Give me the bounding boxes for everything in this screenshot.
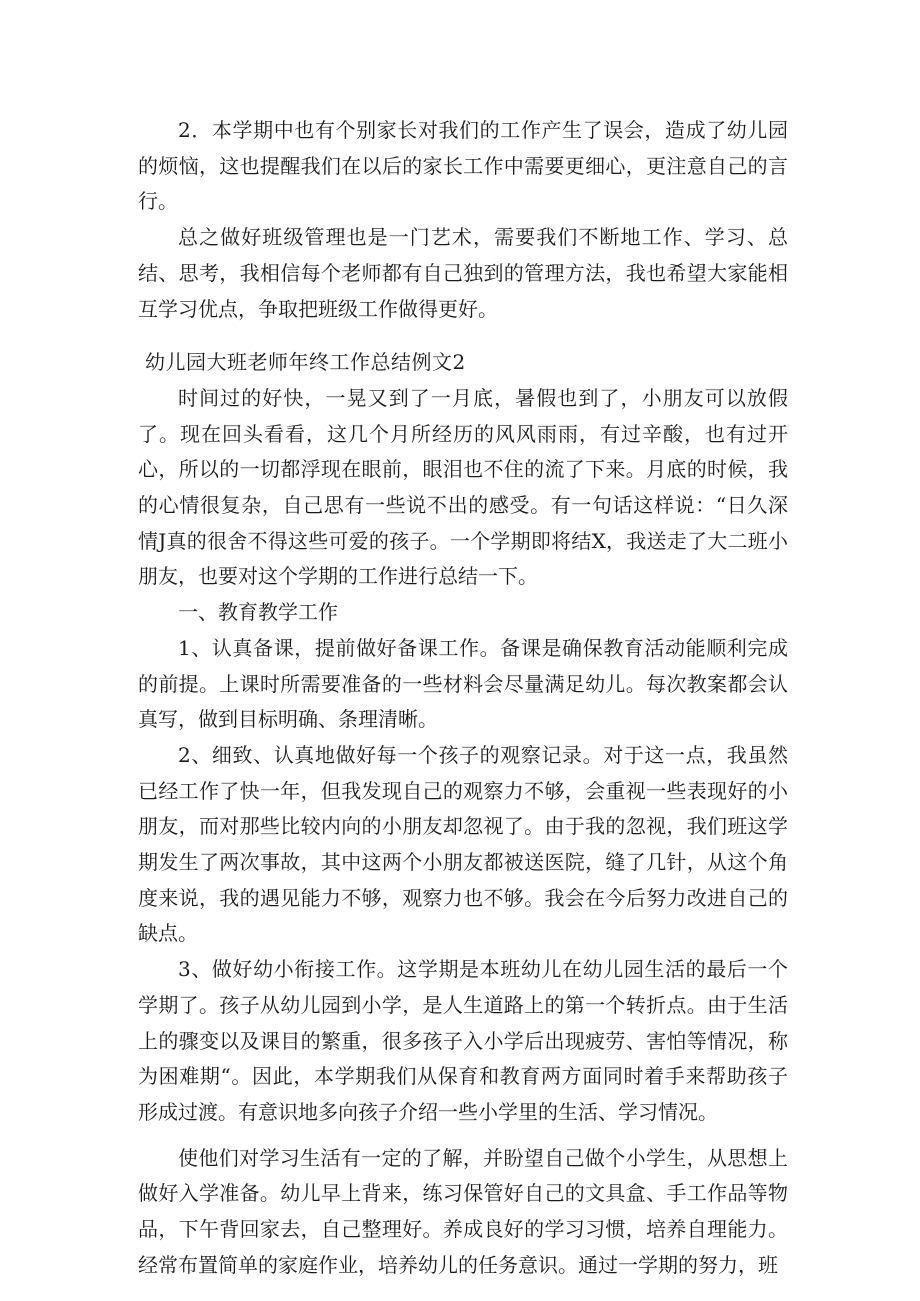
paragraph-semester-reflection: 时间过的好快，一晃又到了一月底，暑假也到了，小朋友可以放假了。现在回头看看，这几个月所经历的风风雨雨，有过辛酸，也有过开心，所以的一切都浮现在眼前，眼泪也不住的流了下来。月底的时候，我的心情很复杂，自己思有一些说不出的感受。有一句话这样说：“日久深情J真的很舍不得这些可爱的孩子。一个学期即将结X，我送走了大二班小朋友，也要对这个学期的工作进行总结一下。	[138, 385, 788, 589]
document-body	[138, 113, 788, 1284]
paragraph-observation-records: 2、细致、认真地做好每一个孩子的观察记录。对于这一点，我虽然已经工作了快一年，但我发现自己的观察力不够，会重视一些表现好的小朋友，而对那些比较内向的小朋友却忽视了。由于我的忽视，我们班这学期发生了两次事故，其中这两个小朋友都被送医院，缝了几针，从这个角度来说，我的遇见能力不够，观察力也不够。我会在今后努力改进自己的缺点。	[138, 742, 788, 946]
heading-education-teaching-work: 一、教育教学工作	[178, 600, 338, 625]
paragraph-lesson-preparation: 1、认真备课，提前做好备课工作。备课是确保教育活动能顺利完成的前提。上课时所需要准备的一些材料会尽量满足幼儿。每次教案都会认真写，做到目标明确、条理清晰。	[138, 635, 788, 732]
paragraph-parent-misunderstanding: 2．本学期中也有个别家长对我们的工作产生了误会，造成了幼儿园的烦恼，这也提醒我们在以后的家长工作中需要更细心，更注意自己的言行。	[138, 118, 788, 214]
section-title: 幼儿园大班老师年终工作总结例文2	[145, 350, 466, 375]
paragraph-class-management-summary: 总之做好班级管理也是一门艺术，需要我们不断地工作、学习、总结、思考，我相信每个老师都有自己独到的管理方法，我也希望大家能相互学习优点，争取把班级工作做得更好。	[138, 225, 788, 321]
paragraph-kindergarten-primary-transition: 3、做好幼小衔接工作。这学期是本班幼儿在幼儿园生活的最后一个学期了。孩子从幼儿园到小学，是人生道路上的第一个转折点。由于生活上的骤变以及课目的繁重，很多孩子入小学后出现疲劳、害怕等情况，称为困难期“。因此，本学期我们从保育和教育两方面同时着手来帮助孩子形成过渡。有意识地多向孩子介绍一些小学里的生活、学习情况。	[138, 957, 788, 1124]
paragraph-school-preparation: 使他们对学习生活有一定的了解，并盼望自己做个小学生，从思想上做好入学准备。幼儿早上背来，练习保管好自己的文具盒、手工作品等物品，下午背回家去，自己整理好。养成良好的学习习惯，培养自理能力。经常布置简单的家庭作业，培养幼儿的任务意识。通过一学期的努力，班	[138, 1145, 788, 1277]
